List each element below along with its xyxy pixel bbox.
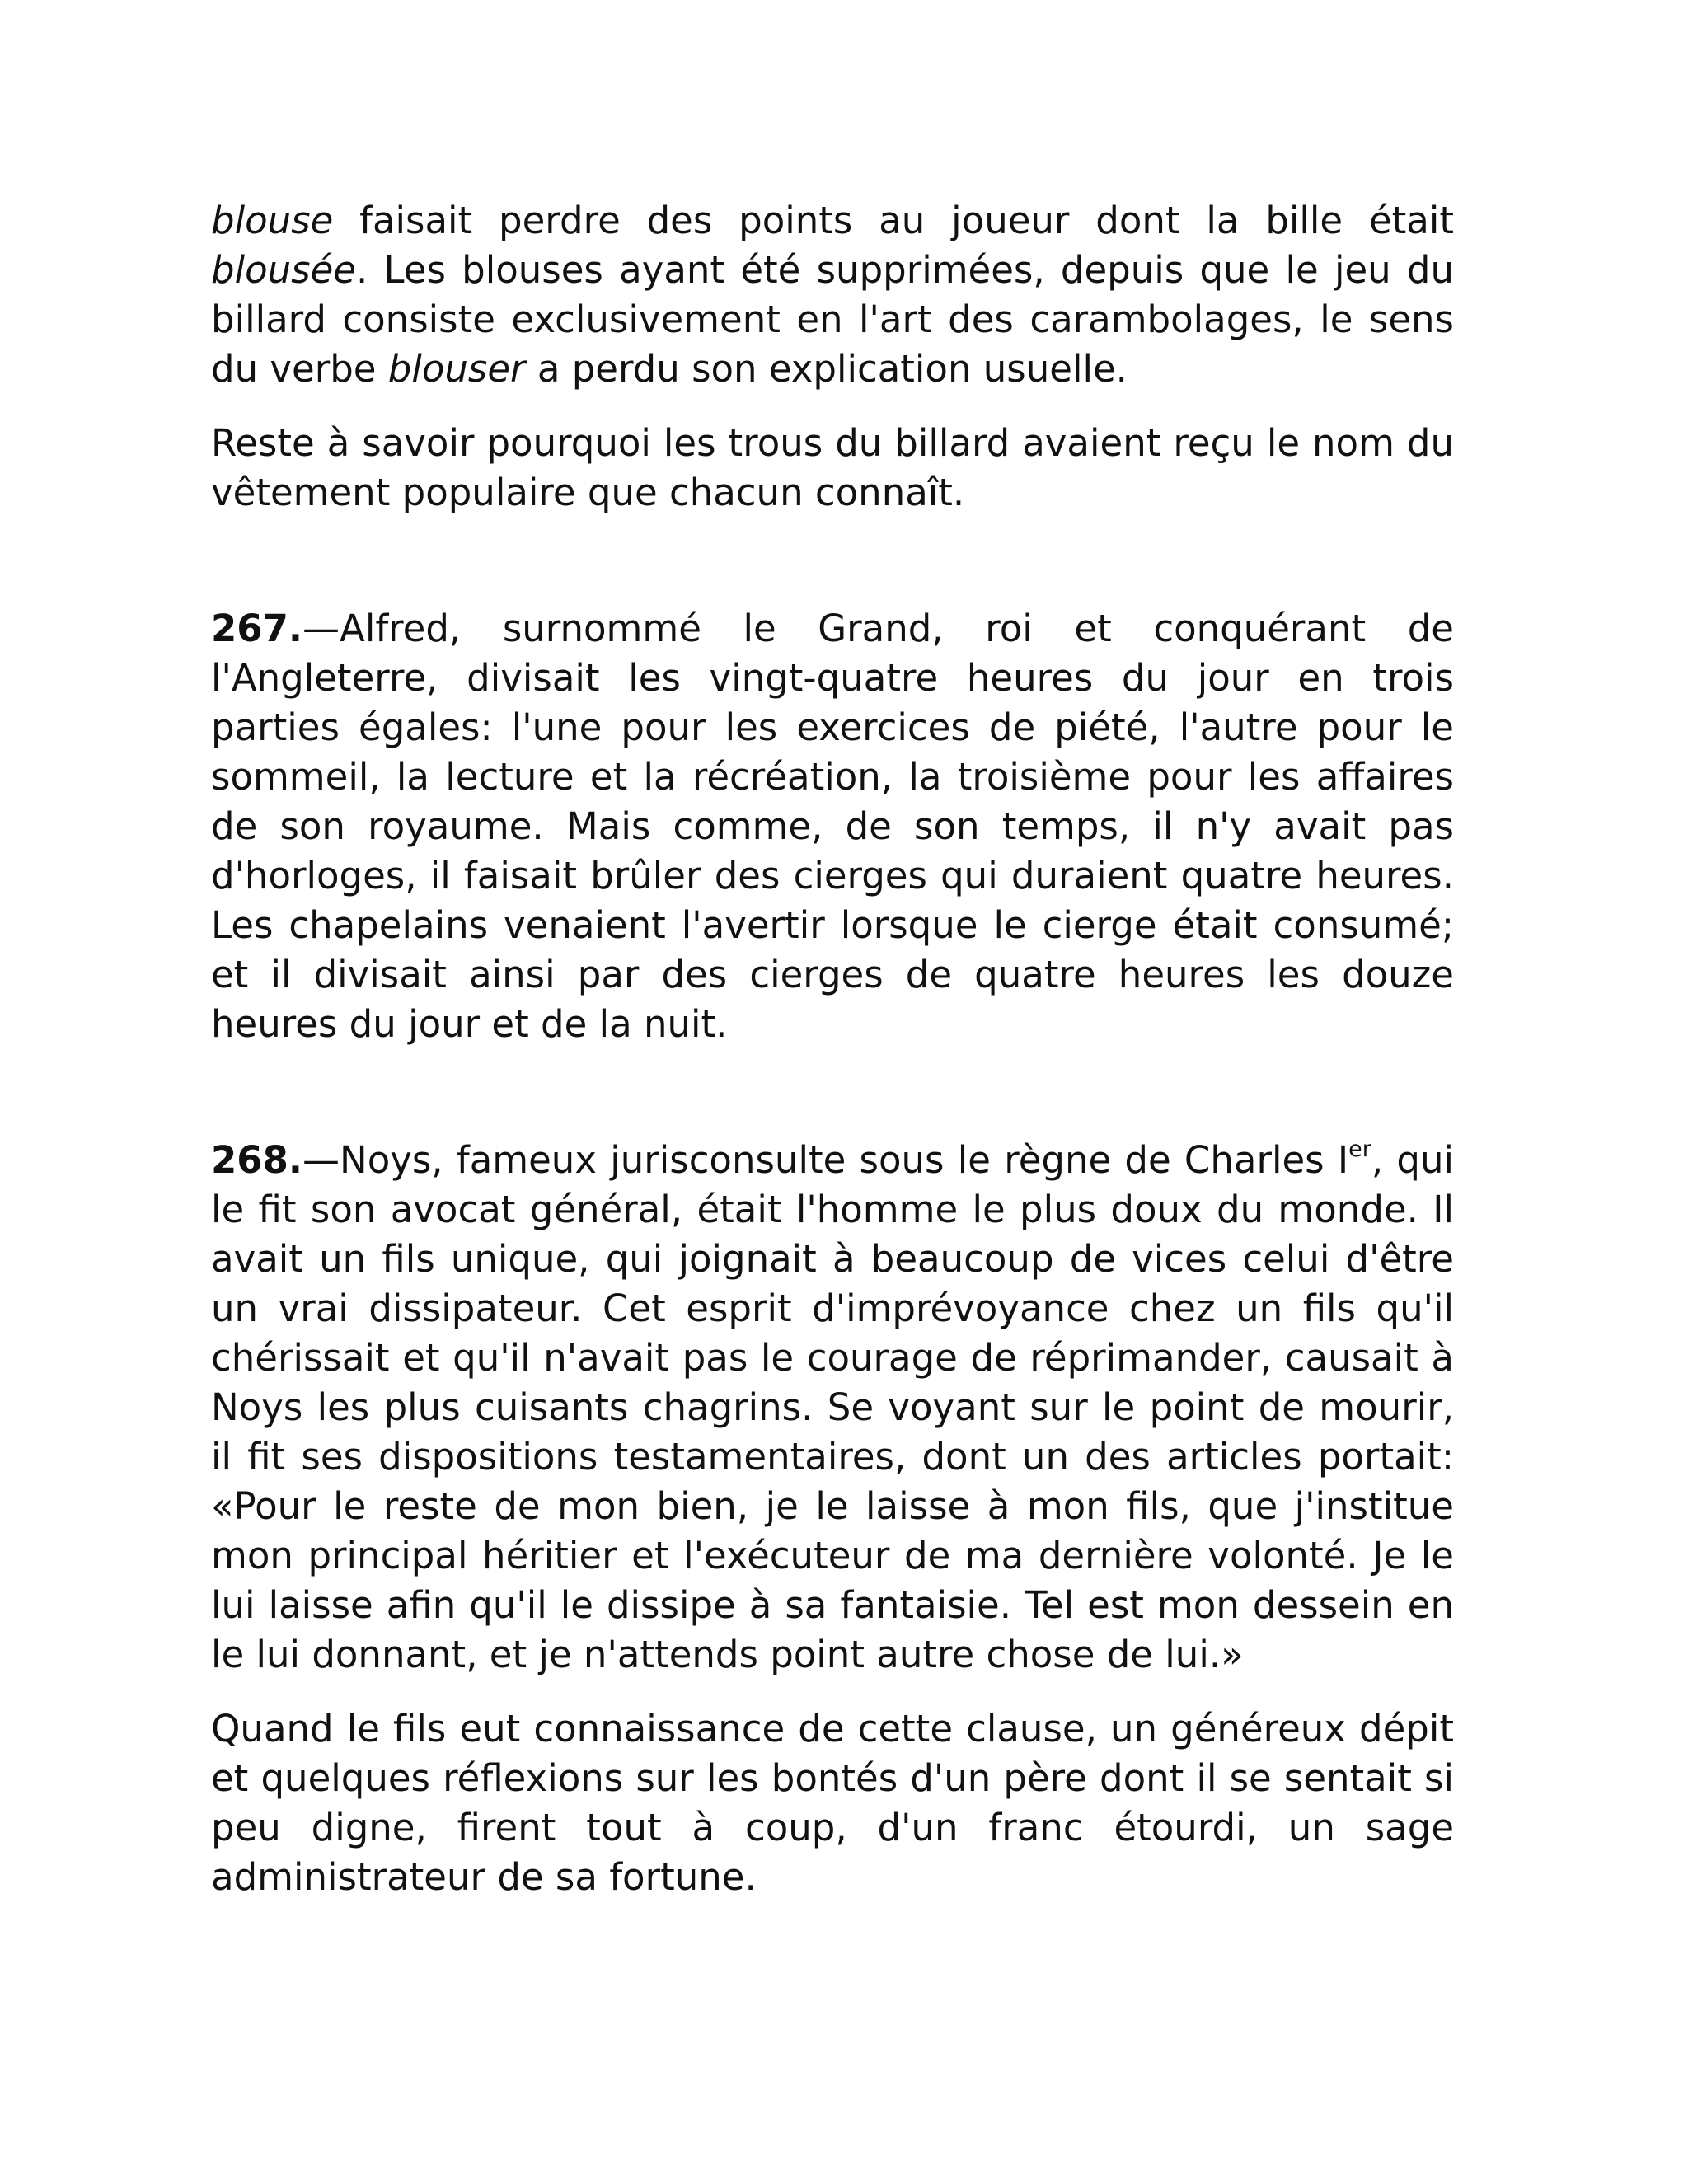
paragraph-spacer bbox=[211, 1680, 1454, 1704]
entry-267 bbox=[211, 604, 1454, 1049]
paragraph-reste bbox=[211, 419, 1454, 518]
paragraph-quand bbox=[211, 1704, 1454, 1902]
text-segment: a perdu son explication usuelle. bbox=[525, 347, 1128, 391]
text-segment: Reste à savoir pourquoi les trous du billard avaient reçu le nom du vêtement populaire que chacun connaît. bbox=[211, 421, 1454, 514]
text-segment: Quand le fils eut connaissance de cette clause, un généreux dépit et quelques réflexions sur les bontés d'un père dont il se sentait si peu digne, firent tout à coup, d'un franc étourdi, un sage administrateur de sa fortune. bbox=[211, 1707, 1454, 1899]
text-segment: —Noys, fameux jurisconsulte sous le règne de Charles I bbox=[302, 1138, 1349, 1182]
text-segment: , qui le fit son avocat général, était l'homme le plus doux du monde. Il avait un fils unique, qui joignait à beaucoup de vices celui d'être un vrai dissipateur. Cet esprit d'imprévoyance chez un fils qu'il chérissait et qu'il n'avait pas le courage de réprimander, causait à Noys les plus cuisants chagrins. Se voyant sur le point de mourir, il fit ses dispositions testamentaires, dont un des articles portait: «Pour le reste de mon bien, je le laisse à mon fils, que j'institue mon principal héritier et l'exécuteur de ma dernière volonté. Je le lui laisse afin qu'il le dissipe à sa fantaisie. Tel est mon dessein en le lui donnant, et je n'attends point autre chose de lui.» bbox=[211, 1138, 1454, 1676]
superscript: er bbox=[1348, 1136, 1372, 1162]
text-segment: faisait perdre des points au joueur dont la bille était bbox=[333, 199, 1454, 242]
paragraph-blouse bbox=[211, 196, 1454, 394]
section-spacer bbox=[211, 518, 1454, 604]
text-segment: —Alfred, surnommé le Grand, roi et conquérant de l'Angleterre, divisait les vingt-quatre heures du jour en trois parties égales: l'une pour les exercices de piété, l'autre pour le sommeil, la lecture et la récréation, la troisième pour les affaires de son royaume. Mais comme, de son temps, il n'y avait pas d'horloges, il faisait brûler des cierges qui duraient quatre heures. Les chapelains venaient l'avertir lorsque le cierge était consumé; et il divisait ainsi par des cierges de quatre heures les douze heures du jour et de la nuit. bbox=[211, 607, 1454, 1046]
entry-number: 267. bbox=[211, 607, 303, 650]
page-body bbox=[211, 196, 1454, 1902]
text-segment: . Les blouses ayant été supprimées, depuis que le jeu du billard consiste exclusivement en l'art des carambolages, le sens du verbe bbox=[211, 248, 1454, 391]
section-spacer bbox=[211, 1049, 1454, 1136]
text-segment: blouse bbox=[211, 199, 334, 242]
text-segment: blouser bbox=[387, 347, 526, 391]
entry-number: 268. bbox=[211, 1138, 303, 1182]
paragraph-spacer bbox=[211, 394, 1454, 419]
entry-268 bbox=[211, 1136, 1454, 1680]
text-segment: blousée bbox=[211, 248, 356, 292]
